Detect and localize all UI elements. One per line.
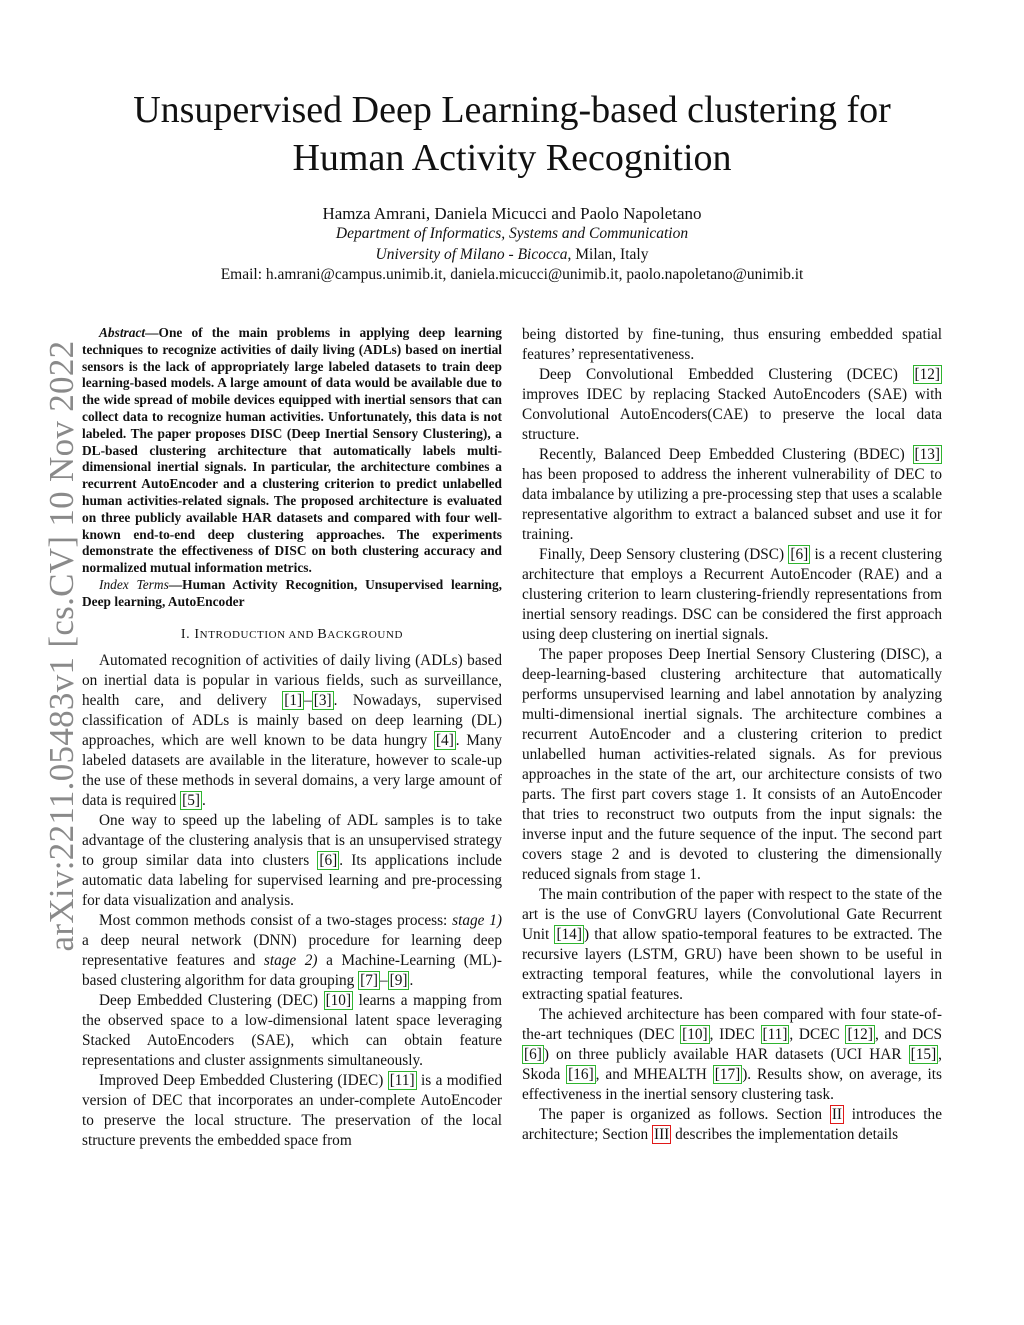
citation-link[interactable]: [6] [790,546,809,563]
email-line: Email: h.amrani@campus.unimib.it, daniela.micucci@unimib.it, paolo.napoletano@unimib.it [220,266,804,283]
text: – [379,971,388,989]
citation-link[interactable]: [11] [389,1071,415,1089]
abstract-text: —One of the main problems in applying deep learning techniques to recognize activities of daily living (ADLs) based on inertial sensors is the lack of appropriately large labeled datasets to train deep learning-based models. A large amount of data would be available due to the wide spread of mobile devices equipped with inertial sensors that can collect data to recognize human activities. Unfortunately, this data is not labeled. The paper proposes DISC (Deep Inertial Sensory Clustering), a DL-based clustering architecture that automatically labels multi-dimensional inertial signals. In particular, the architecture combines a recurrent AutoEncoder and a clustering criterion to predict unlabelled human activities-related signals. The proposed architecture is evaluated on three publicly available HAR datasets and compared with four well-known end-to-end deep clustering approaches. The experiments demonstrate the effectiveness of DISC on both clustering accuracy and normalized mutual information metrics. [82,325,502,576]
paragraph [82,1071,502,1151]
text: The main contribution of the paper with respect to the state of the art is the use of ConvGRU layers (Convolutional Gate Recurrent Unit [522,886,942,943]
citation-link[interactable]: [12] [914,366,940,383]
citation-link[interactable]: [9] [389,971,408,989]
text: – [304,691,312,709]
paragraph [522,445,942,545]
citation-link[interactable]: [6] [319,851,338,869]
author-block [80,203,944,286]
paragraph [522,1105,942,1145]
citation-link[interactable]: [17] [714,1066,741,1083]
paragraph [522,545,942,645]
paragraph [522,1005,942,1105]
text: learns a mapping from the observed space to a low-dimensional latent space leveraging Stacked AutoEncoders (SAE), which can obtain feature representations and cluster assignments simultaneously. [82,991,502,1069]
authors: Hamza Amrani, Daniela Micucci and Paolo Napoletano [322,204,702,223]
text: , IDEC [709,1026,761,1043]
text: . Many labeled datasets are available in the literature, however to scale-up the use of these methods in several domains, a very large amount of data is required [82,731,502,809]
abstract [82,325,502,577]
citation-link[interactable]: [4] [435,731,454,749]
index-terms [82,577,502,611]
text: Finally, Deep Sensory clustering (DSC) [539,546,789,563]
text: introduces the architecture; Section [522,1106,942,1143]
citation-link[interactable]: [13] [914,446,940,463]
paragraph [82,651,502,811]
paragraph [82,911,502,991]
emphasis: stage 2) [263,951,318,969]
index-terms-label: Index Terms [99,576,169,592]
text: improves IDEC by replacing Stacked AutoEncoders (SAE) with Convolutional AutoEncoders(CAE) to preserve the local data structure. [522,386,942,443]
abstract-label: Abstract [99,325,146,340]
text: The paper is organized as follows. Section [539,1106,830,1123]
citation-link[interactable]: [16] [568,1066,594,1083]
text: Most common methods consist of a two-stages process: [99,911,453,929]
department-name: Department of Informatics, Systems and Communication [335,225,689,242]
text: ) that allow spatio-temporal features to be extracted. The recursive layers (LSTM, GRU) have been shown to be useful in extracting temporal features, while the convolutional layers in extracting spatial features. [522,926,942,1003]
right-column [522,325,942,1145]
affiliation [80,245,944,266]
text: , and DCS [874,1026,942,1043]
paragraph [522,365,942,445]
text: . Its applications include automatic data labeling for supervised learning and pre-processing for data visualization and analysis. [82,851,502,909]
text: ). Results show, on average, its effectiveness in the inertial sensory clustering task. [522,1066,942,1103]
paragraph: being distorted by fine-tuning, thus ensuring embedded spatial features’ representativeness. [522,326,942,363]
text: a Machine-Learning (ML)-based clustering algorithm for data grouping [82,951,502,989]
text: ) on three publicly available HAR datasets (UCI HAR [543,1046,909,1063]
paragraph [82,991,502,1071]
text: Recently, Balanced Deep Embedded Clustering (BDEC) [539,446,913,463]
index-terms-text: —Human Activity Recognition, Unsupervised learning, Deep learning, AutoEncoder [82,576,502,609]
citation-link[interactable]: [11] [762,1026,788,1043]
text: , Skoda [522,1046,942,1083]
citation-link[interactable]: [6] [524,1046,542,1063]
paragraph [82,811,502,911]
city: , Milan, Italy [567,245,649,263]
department [80,224,944,245]
citation-link[interactable]: [5] [182,791,200,809]
university-name: University of Milano - Bicocca [375,245,568,263]
text: Deep Embedded Clustering (DEC) [99,991,324,1009]
title-line-1: Unsupervised Deep Learning-based clustering for [133,89,891,131]
text: has been proposed to address the inherent vulnerability of DEC to data imbalance by utilizing a pre-processing step that uses a scalable representative algorithm to extract a balanced subset and use it for training. [522,466,942,543]
text: Deep Convolutional Embedded Clustering (DCEC) [539,366,913,383]
citation-link[interactable]: [10] [682,1026,708,1043]
citation-link[interactable]: [7] [360,971,378,989]
paragraph [522,885,942,1005]
title-line-2: Human Activity Recognition [292,137,732,179]
citation-link[interactable]: [14] [556,926,582,943]
paragraph: The paper proposes Deep Inertial Sensory Clustering (DISC), a deep-learning-based clustering architecture that automatically performs unsupervised learning and label annotation by analyzing multi-dimensional inertial signals. The architecture combines a recurrent AutoEncoder and a clustering criterion to predict unlabelled human activities-related signals. As for previous approaches in the state of the art, our architecture consists of two parts. The first part covers stage 1. It consists of an AutoEncoder that tries to reconstruct two outputs from the input signals: the inverse input and the future sequence of the input. The second part covers stage 2 and is devoted to clustering the dimensionally reduced signals from stage 1. [522,646,942,883]
text: is a recent clustering architecture that employs a Recurrent AutoEncoder (RAE) and a clustering criterion to learn clustering-friendly representations from inertial sensory readings. DSC can be considered the first approach using deep clustering on inertial signals. [522,546,942,643]
text: The achieved architecture has been compared with four state-of-the-art techniques (DEC [522,1006,942,1043]
text: , DCEC [789,1026,846,1043]
text: . Nowadays, supervised classification of ADLs is mainly based on deep learning (DL) approaches, which are well known to be data hungry [82,691,502,749]
citation-link[interactable]: [1] [284,691,303,709]
text: Automated recognition of activities of daily living (ADLs) based on inertial data is popular in various fields, such as surveillance, health care, and delivery [82,651,502,709]
section-link[interactable]: II [831,1106,843,1123]
citation-link[interactable]: [15] [910,1046,937,1063]
text: describes the implementation details [671,1126,899,1143]
citation-link[interactable]: [3] [313,691,332,709]
text: is a modified version of DEC that incorporates an under-complete AutoEncoder to preserve the local structure. The preservation of the local structure prevents the embedded space from [82,1071,502,1149]
section-heading: I. INTRODUCTION AND BACKGROUND [180,626,404,642]
text: , and MHEALTH [595,1066,713,1083]
text: a deep neural network (DNN) procedure for learning deep representative features and [82,931,502,969]
emphasis: stage 1) [452,911,502,929]
text: One way to speed up the labeling of ADL samples is to take advantage of the clustering analysis that is an unsupervised strategy to group similar data into clusters [82,811,502,869]
text: Improved Deep Embedded Clustering (IDEC) [99,1071,388,1089]
paper-title [80,86,944,182]
arxiv-identifier: arXiv:2211.05483v1 [cs.CV] 10 Nov 2022 [42,340,81,952]
section-link[interactable]: III [653,1126,670,1143]
text: . [409,971,414,989]
citation-link[interactable]: [12] [847,1026,873,1043]
left-column [82,325,502,1151]
text: . [201,791,206,809]
citation-link[interactable]: [10] [325,991,352,1009]
